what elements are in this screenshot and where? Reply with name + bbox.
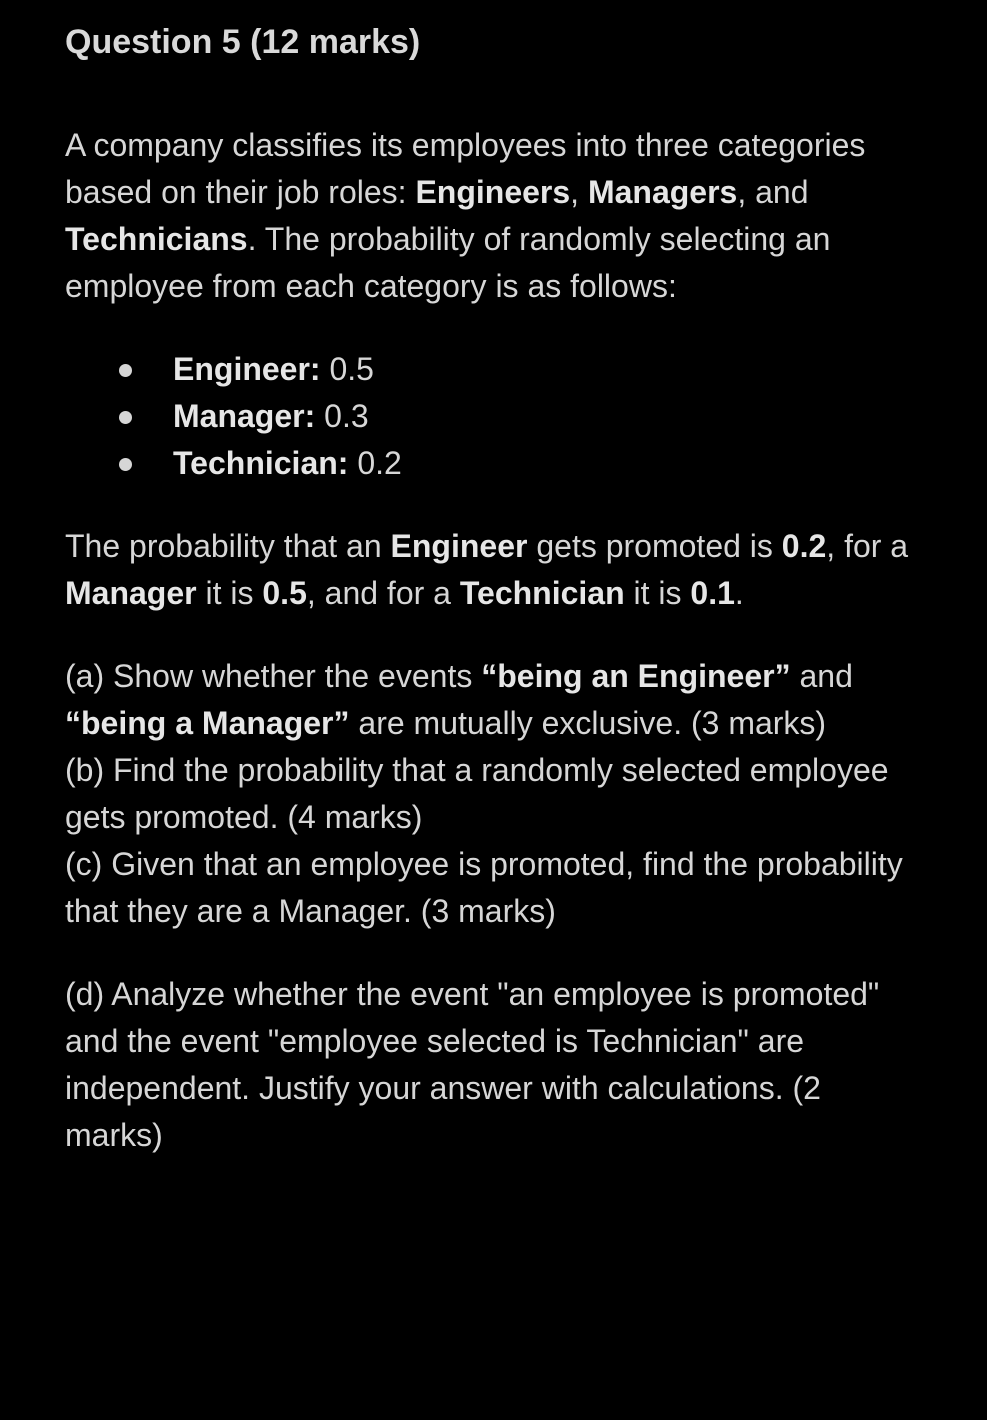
list-item: Technician: 0.2	[65, 440, 927, 487]
bullet-icon	[119, 458, 132, 471]
bullet-icon	[119, 411, 132, 424]
part-b: (b) Find the probability that a randomly selected employee gets promoted. (4 marks)	[65, 752, 889, 835]
question-heading: Question 5 (12 marks)	[65, 23, 421, 61]
part-c: (c) Given that an employee is promoted, find the probability that they are a Manager. (3 marks)	[65, 846, 903, 929]
bullet-icon	[119, 364, 132, 377]
promotion-paragraph: The probability that an Engineer gets promoted is 0.2, for a Manager it is 0.5, and for a Technician it is 0.1.	[65, 528, 909, 611]
intro-paragraph: A company classifies its employees into three categories based on their job roles: Engineers, Managers, and Technicians. The probability of randomly selecting an employee from each category is as follows:	[65, 127, 866, 304]
list-item: Manager: 0.3	[65, 393, 927, 440]
part-a: (a) Show whether the events “being an Engineer” and “being a Manager” are mutually exclusive. (3 marks)	[65, 658, 853, 741]
list-item: Engineer: 0.5	[65, 346, 927, 393]
part-d: (d) Analyze whether the event "an employee is promoted" and the event "employee selected is Technician" are independent. Justify your answer with calculations. (2 marks)	[65, 976, 880, 1153]
category-probability-list	[65, 346, 927, 487]
question-parts	[65, 653, 927, 935]
